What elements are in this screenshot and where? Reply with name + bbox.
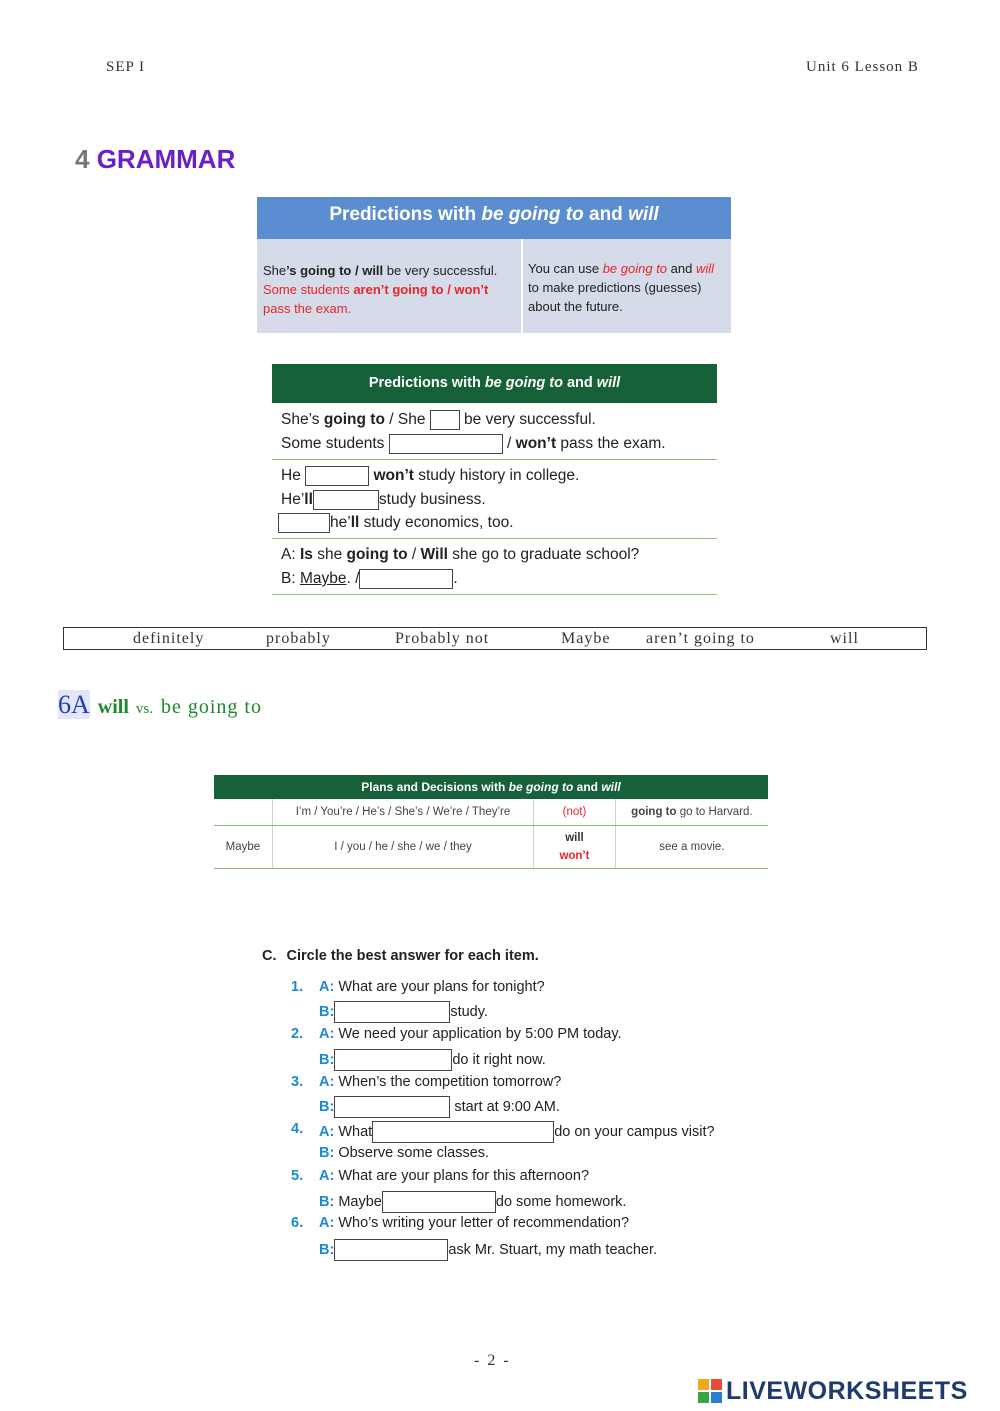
text: / bbox=[507, 435, 516, 453]
blank-input[interactable] bbox=[389, 434, 503, 454]
green-row-divider bbox=[272, 459, 717, 460]
item-number: 5. bbox=[291, 1168, 304, 1184]
text: he’ bbox=[330, 514, 351, 532]
blank-input[interactable] bbox=[305, 466, 369, 486]
word-bank-item: Maybe bbox=[561, 630, 611, 647]
speaker-label: A: bbox=[319, 1074, 335, 1090]
text: Maybe bbox=[334, 1193, 382, 1210]
header-right: Unit 6 Lesson B bbox=[806, 59, 919, 75]
green-row2-line3 bbox=[278, 513, 514, 533]
logo-tile bbox=[698, 1379, 709, 1390]
answer-input[interactable] bbox=[334, 1049, 452, 1071]
text: ’s going to / will bbox=[286, 263, 384, 278]
item-5-question bbox=[319, 1168, 589, 1184]
word-bank-item: Probably not bbox=[395, 630, 490, 647]
text: We need your application by 5:00 PM today. bbox=[334, 1026, 622, 1042]
text: be very successful. bbox=[383, 263, 498, 278]
text: won’t bbox=[515, 435, 557, 453]
item-6-question bbox=[319, 1215, 629, 1231]
page-number: - 2 - bbox=[474, 1352, 511, 1369]
item-6-answer bbox=[319, 1239, 657, 1261]
speaker-label: B: bbox=[319, 1145, 335, 1161]
text: study history in college. bbox=[413, 467, 580, 485]
text: to make predictions (guesses) bbox=[528, 280, 702, 295]
liveworksheets-logo[interactable] bbox=[698, 1376, 968, 1406]
item-4-question bbox=[319, 1121, 715, 1143]
section-number: 4 bbox=[75, 144, 90, 174]
plans-table-grid bbox=[214, 799, 768, 869]
text: be very successful. bbox=[459, 411, 596, 429]
speaker-label: A: bbox=[319, 1168, 335, 1184]
plans-table-title bbox=[214, 775, 768, 799]
item-3-question bbox=[319, 1074, 561, 1090]
green-row3-line1 bbox=[281, 546, 639, 564]
text: You can use bbox=[528, 261, 603, 276]
text: . bbox=[453, 570, 458, 588]
text: Is bbox=[299, 546, 313, 563]
speaker-label: B: bbox=[319, 1051, 335, 1068]
text: ask Mr. Stuart, my math teacher. bbox=[448, 1241, 658, 1258]
text: ll bbox=[350, 514, 360, 532]
text: Maybe bbox=[299, 570, 347, 588]
blank-input[interactable] bbox=[278, 513, 330, 533]
text: Observe some classes. bbox=[334, 1145, 490, 1161]
instruction-text: Circle the best answer for each item. bbox=[286, 948, 539, 964]
word-bank bbox=[63, 627, 927, 650]
table-cell: I’m / You’re / He’s / She’s / We’re / They’re bbox=[272, 799, 533, 825]
answer-input[interactable] bbox=[334, 1096, 450, 1118]
text: going to bbox=[631, 805, 677, 818]
text: she go to graduate school? bbox=[447, 546, 640, 563]
text: do some homework. bbox=[495, 1193, 627, 1210]
text: going to bbox=[323, 411, 385, 429]
text: study economics, too. bbox=[359, 514, 514, 532]
text: about the future. bbox=[528, 299, 623, 314]
section-be-going-to: be going to bbox=[161, 696, 262, 718]
speaker-label: B: bbox=[319, 1003, 335, 1020]
table-cell bbox=[615, 799, 768, 825]
word-bank-item: will bbox=[830, 630, 859, 647]
exercise-letter: C. bbox=[262, 948, 277, 964]
grammar-box-green bbox=[272, 364, 717, 596]
item-2-answer bbox=[319, 1049, 546, 1071]
word-bank-item: definitely bbox=[133, 630, 205, 647]
logo-text: LIVEWORKSHEETS bbox=[726, 1376, 968, 1405]
text: will bbox=[695, 261, 715, 276]
text: She bbox=[263, 263, 287, 278]
text: pass the exam. bbox=[263, 301, 352, 316]
text: study. bbox=[450, 1003, 488, 1020]
text: pass the exam. bbox=[556, 435, 666, 453]
item-number: 2. bbox=[291, 1026, 304, 1042]
header-left: SEP I bbox=[106, 59, 146, 75]
speaker-label: B: bbox=[319, 1241, 335, 1258]
text: What bbox=[334, 1123, 373, 1140]
item-2-question bbox=[319, 1026, 622, 1042]
speaker-label: A: bbox=[319, 1123, 335, 1140]
answer-input[interactable] bbox=[334, 1001, 450, 1023]
text: A: bbox=[281, 546, 300, 563]
speaker-label: A: bbox=[319, 979, 335, 995]
item-1-question bbox=[319, 979, 545, 995]
speaker-label: A: bbox=[319, 1215, 335, 1231]
table-cell: (not) bbox=[534, 799, 616, 825]
title-part: and bbox=[562, 375, 597, 391]
answer-input[interactable] bbox=[334, 1239, 448, 1261]
text: be going to bbox=[602, 261, 668, 276]
text: He’ bbox=[281, 491, 305, 509]
section-will: will bbox=[97, 696, 129, 718]
exercise-instruction bbox=[262, 948, 539, 964]
grammar-box-blue bbox=[257, 197, 731, 333]
title-part: and bbox=[573, 780, 602, 794]
table-cell: Maybe bbox=[214, 825, 272, 868]
section-vs: vs. bbox=[135, 701, 153, 717]
text: do on your campus visit? bbox=[554, 1123, 715, 1140]
text: He bbox=[281, 467, 301, 485]
speaker-label: B: bbox=[319, 1193, 335, 1210]
green-box-bottom-rule bbox=[272, 594, 717, 595]
title-part: Predictions with bbox=[368, 375, 485, 391]
item-number: 3. bbox=[291, 1074, 304, 1090]
text: won’t bbox=[373, 467, 414, 485]
table-cell bbox=[534, 825, 616, 868]
title-part: be going to bbox=[484, 375, 563, 391]
text: aren’t going to / won’t bbox=[353, 282, 489, 297]
text: What are your plans for tonight? bbox=[334, 979, 545, 995]
blank-input[interactable] bbox=[430, 410, 460, 430]
title-part: will bbox=[601, 780, 621, 794]
text: going to bbox=[346, 546, 408, 563]
text: won’t bbox=[559, 849, 590, 862]
answer-input[interactable] bbox=[382, 1191, 496, 1213]
text: start at 9:00 AM. bbox=[450, 1098, 560, 1115]
blue-box-examples bbox=[263, 261, 497, 318]
text: B: bbox=[281, 570, 300, 588]
title-part: and bbox=[583, 204, 629, 225]
title-part: will bbox=[628, 204, 659, 225]
text: When’s the competition tomorrow? bbox=[334, 1074, 562, 1090]
speaker-label: B: bbox=[319, 1098, 335, 1115]
item-number: 1. bbox=[291, 979, 304, 995]
text: ll bbox=[304, 491, 313, 509]
item-4-answer bbox=[319, 1145, 489, 1161]
text: and bbox=[667, 261, 696, 276]
answer-input[interactable] bbox=[372, 1121, 554, 1143]
table-cell: see a movie. bbox=[615, 825, 768, 868]
text: she bbox=[312, 546, 347, 563]
table-cell: I / you / he / she / we / they bbox=[272, 825, 533, 868]
word-bank-item: aren’t going to bbox=[646, 630, 755, 647]
section-4-title bbox=[75, 144, 235, 175]
text: / She bbox=[384, 411, 426, 429]
section-6a-title bbox=[58, 690, 262, 720]
text: Some students bbox=[263, 282, 354, 297]
text: Some students bbox=[281, 435, 385, 453]
logo-tile bbox=[711, 1379, 722, 1390]
green-row1-line1 bbox=[281, 410, 596, 430]
green-row1-line2 bbox=[281, 434, 666, 454]
grammar-box-green-title bbox=[272, 364, 717, 403]
speaker-label: A: bbox=[319, 1026, 335, 1042]
table-cell bbox=[214, 799, 272, 825]
title-part: be going to bbox=[508, 780, 574, 794]
blank-input[interactable] bbox=[313, 490, 379, 510]
logo-icon bbox=[698, 1379, 722, 1403]
item-number: 6. bbox=[291, 1215, 304, 1231]
text: go to Harvard. bbox=[676, 805, 753, 818]
item-1-answer bbox=[319, 1001, 488, 1023]
text: What are your plans for this afternoon? bbox=[334, 1168, 590, 1184]
title-part: be going to bbox=[481, 204, 584, 225]
green-row2-line1 bbox=[281, 466, 579, 486]
blue-box-explanation bbox=[528, 259, 714, 316]
logo-tile bbox=[711, 1392, 722, 1403]
text: She’s bbox=[281, 411, 324, 429]
grammar-box-blue-title bbox=[257, 197, 731, 239]
text: do it right now. bbox=[452, 1051, 546, 1068]
text: will bbox=[565, 831, 584, 844]
text: Who’s writing your letter of recommendation? bbox=[334, 1215, 630, 1231]
title-part: Plans and Decisions with bbox=[361, 780, 509, 794]
title-part: Predictions with bbox=[329, 204, 482, 225]
plans-table bbox=[214, 775, 768, 869]
green-row3-line2 bbox=[281, 569, 458, 589]
blank-input[interactable] bbox=[359, 569, 453, 589]
item-3-answer bbox=[319, 1096, 560, 1118]
green-row2-line2 bbox=[281, 490, 486, 510]
item-5-answer bbox=[319, 1191, 626, 1213]
text: study business. bbox=[378, 491, 486, 509]
blue-box-divider bbox=[521, 239, 523, 333]
text: / bbox=[407, 546, 421, 563]
text: Will bbox=[420, 546, 448, 563]
green-row-divider bbox=[272, 538, 717, 539]
title-part: will bbox=[596, 375, 621, 391]
logo-tile bbox=[698, 1392, 709, 1403]
text: . / bbox=[346, 570, 360, 588]
section-title: GRAMMAR bbox=[96, 144, 236, 174]
section-number: 6A bbox=[58, 690, 90, 719]
word-bank-item: probably bbox=[266, 630, 331, 647]
item-number: 4. bbox=[291, 1121, 304, 1137]
